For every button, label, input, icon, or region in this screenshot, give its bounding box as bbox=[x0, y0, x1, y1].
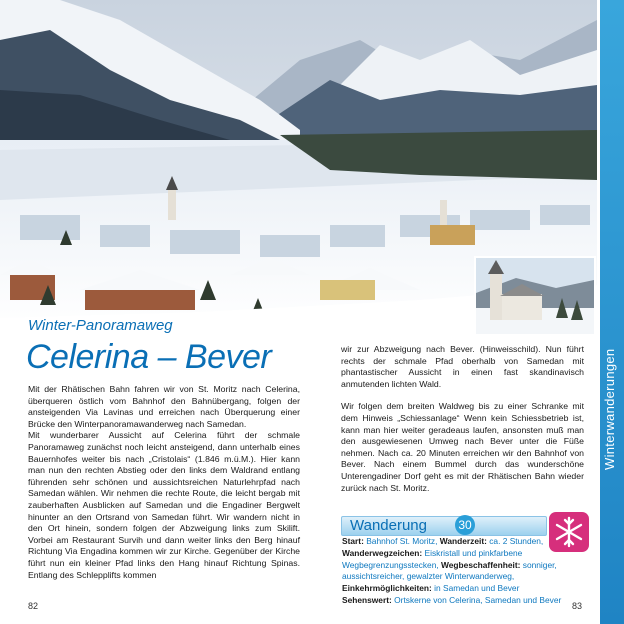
left-column bbox=[28, 384, 300, 581]
infobox-label: Wanderzeit: bbox=[439, 536, 487, 546]
infobox-value: ca. 2 Stunden, bbox=[486, 536, 544, 546]
subtitle: Winter-Panoramaweg bbox=[28, 317, 173, 334]
infobox-value: sonniger, aussichtsreicher, gewalzter Winterwanderweg, bbox=[342, 559, 557, 582]
infobox-row bbox=[342, 536, 588, 548]
right-column bbox=[341, 344, 584, 505]
paragraph: Mit wunderbarer Aussicht auf Celerina führt der schmale Panoramaweg zunächst noch leicht ansteigend, dann unterhalb eines Bauernhofes weiter bis nach „Cristolais“ (1.846 m.ü.M.). Hier kann man nun den rechten Abstieg oder den links dem Waldrand entlang führenden sehr schönen und aussichtsreichen Naturlehrpfad nach Samedan wählen. Wir nehmen die rechte Route, die leicht bergab mit zauberhaften Ausblicken auf Samedan und die Engadiner Bergwelt hinunter an den Ortsrand von Samedan führt. Wir wandern nicht in den Ort hinein, sondern folgen der Abzweigung links zum Skilift. Vorbei am Restaurant Survih und dann weiter links den Berg hinauf Richtung Via Engadina kommen wir zur Kirche. Gegenüber der Kirche führt nun ein kleiner Pfad links den Hang hinauf Richtung Spinas. Entlang des Schlepplifts kommen bbox=[28, 430, 300, 580]
page-title: Celerina – Bever bbox=[26, 338, 272, 376]
infobox-row bbox=[342, 583, 588, 595]
infobox-value: Bahnhof St. Moritz, bbox=[363, 536, 440, 546]
infobox-label: Wegbeschaffenheit: bbox=[441, 559, 521, 570]
inset-church-photo bbox=[474, 256, 596, 336]
infobox-row bbox=[342, 548, 588, 583]
paragraph: wir zur Abzweigung nach Bever. (Hinweisschild). Nun führt rechts der schmale Pfad oberhalb von Samedan mit phantastischer Aussicht in einen fast skandinavisch anmutenden lichten Wald. bbox=[341, 344, 584, 389]
infobox-title: Wanderung bbox=[350, 517, 427, 534]
infobox-value: Eiskristall und pinkfarbene Wegbegrenzungsstecken, bbox=[342, 547, 523, 570]
infobox-label: Einkehrmöglichkeiten: bbox=[342, 583, 432, 594]
paragraph: Wir folgen dem breiten Waldweg bis zu einer Schranke mit dem Hinweis „Schiessanlage“ Wenn kein Schiessbetrieb ist, kann man hier weiter geradeaus laufen, ansonsten muß man den ausgewiesenen Umweg nach Bever unter die Füße nehmen. Nach ca. 20 Minuten erreichen wir den Bahnhof von Bever. Nach einem Bummel durch das wunderschöne Unterengadiner Dorf geht es mit der Rhätischen Bahn wieder zurück nach St. Moritz. bbox=[341, 401, 584, 493]
tour-number-badge: 30 bbox=[455, 515, 475, 535]
infobox-row bbox=[342, 595, 588, 607]
infobox-label: Wanderwegzeichen: bbox=[342, 547, 423, 558]
side-tab bbox=[600, 0, 624, 624]
paragraph: Mit der Rhätischen Bahn fahren wir von St. Moritz nach Celerina, überqueren östlich vom Bahnhof den Bahnübergang, folgen der ansteigenden Via Lavinas und erreichen nach Überquerung einer Brücke den Winterpanoramawanderweg nach Samedan. bbox=[28, 384, 300, 429]
page-number-left: 82 bbox=[28, 601, 39, 611]
infobox-details bbox=[342, 536, 588, 607]
infobox-label: Start: bbox=[342, 536, 364, 546]
infobox-label: Sehenswert: bbox=[342, 594, 392, 605]
infobox-value: in Samedan und Bever bbox=[431, 583, 520, 594]
infobox-value: Ortskerne von Celerina, Samedan und Bever bbox=[391, 594, 562, 605]
side-tab-label: Winterwanderungen bbox=[602, 348, 617, 470]
page-number-right: 83 bbox=[572, 601, 583, 611]
